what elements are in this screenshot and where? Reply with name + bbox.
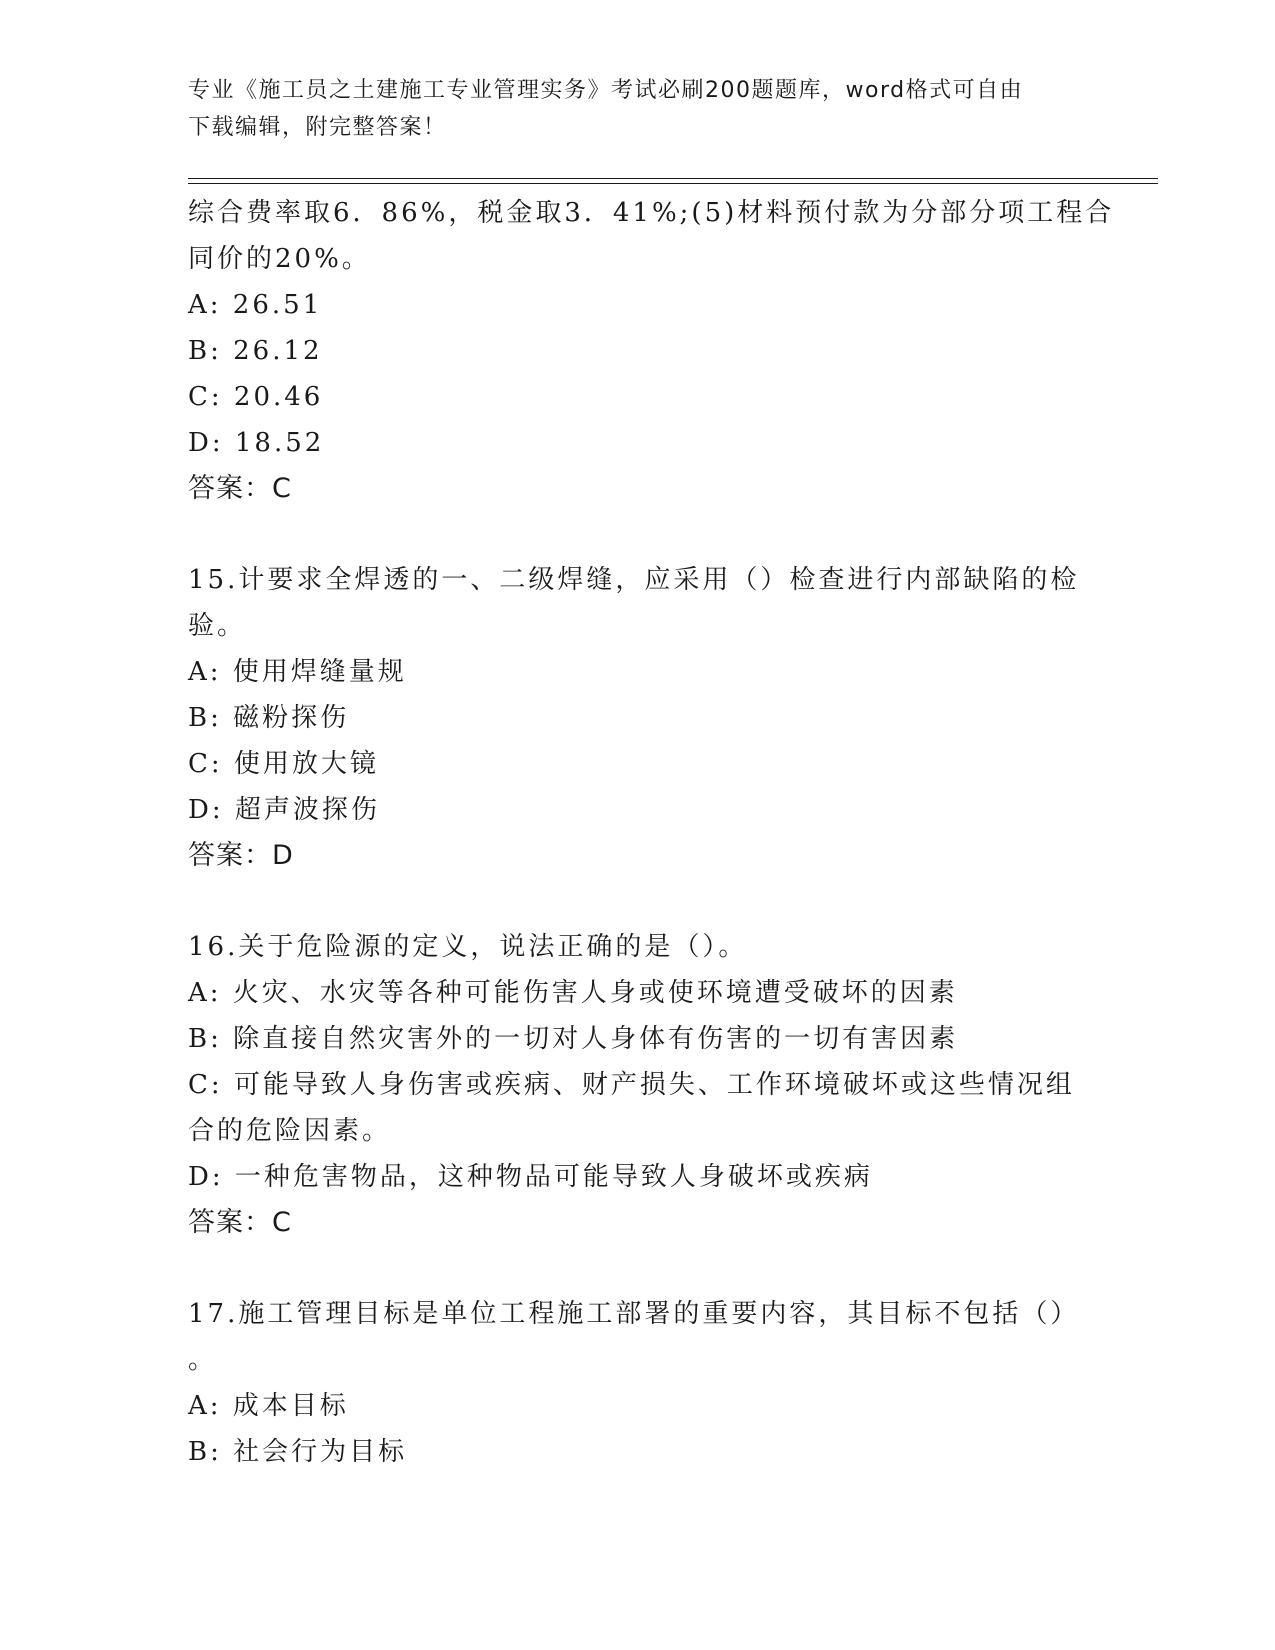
document-body	[188, 190, 1115, 1475]
question-text-line: 验。	[188, 611, 247, 641]
question-17	[188, 1291, 1088, 1475]
question-text-line: 15.计要求全焊透的一、二级焊缝，应采用（）检查进行内部缺陷的检	[188, 565, 1080, 595]
question-text-line: 综合费率取6．86%，税金取3．41%;(5)材料预付款为分部分项工程合	[188, 198, 1115, 228]
option-b: B: 社会行为目标	[188, 1437, 408, 1467]
question-text-line: 16.关于危险源的定义，说法正确的是（）。	[188, 932, 748, 962]
option-b: B: 除直接自然灾害外的一切对人身体有伤害的一切有害因素	[188, 1024, 959, 1054]
option-d: D: 一种危害物品，这种物品可能导致人身破坏或疾病	[188, 1162, 873, 1192]
option-a: A: 成本目标	[188, 1391, 349, 1421]
answer-line: 答案：C	[188, 473, 292, 504]
question-text-line: 。	[188, 1345, 218, 1375]
question-continued	[188, 190, 1115, 512]
option-b: B: 26.12	[188, 336, 323, 366]
option-a: A: 使用焊缝量规	[188, 657, 407, 687]
option-b: B: 磁粉探伤	[188, 703, 350, 733]
header-divider-top	[188, 178, 1158, 179]
option-a: A: 26.51	[188, 290, 323, 320]
option-c: C: 20.46	[188, 382, 324, 412]
option-d: D: 超声波探伤	[188, 795, 380, 825]
header-line-2: 下载编辑，附完整答案！	[188, 115, 447, 140]
question-16	[188, 924, 1088, 1246]
question-text-line: 同价的20%。	[188, 244, 371, 274]
option-d: D: 18.52	[188, 428, 325, 458]
option-c-continued: 合的危险因素。	[188, 1116, 392, 1146]
header-line-1: 专业《施工员之土建施工专业管理实务》考试必刷200题题库，word格式可自由	[188, 78, 1024, 103]
answer-line: 答案：D	[188, 840, 294, 871]
option-a: A: 火灾、水灾等各种可能伤害人身或使环境遭受破坏的因素	[188, 978, 958, 1008]
question-15	[188, 557, 1088, 879]
document-header	[188, 72, 1068, 146]
answer-line: 答案：C	[188, 1207, 292, 1238]
option-c: C: 使用放大镜	[188, 749, 379, 779]
header-divider-bottom	[188, 183, 1158, 184]
question-text-line: 17.施工管理目标是单位工程施工部署的重要内容，其目标不包括（）	[188, 1299, 1080, 1329]
option-c: C: 可能导致人身伤害或疾病、财产损失、工作环境破坏或这些情况组	[188, 1070, 1075, 1100]
